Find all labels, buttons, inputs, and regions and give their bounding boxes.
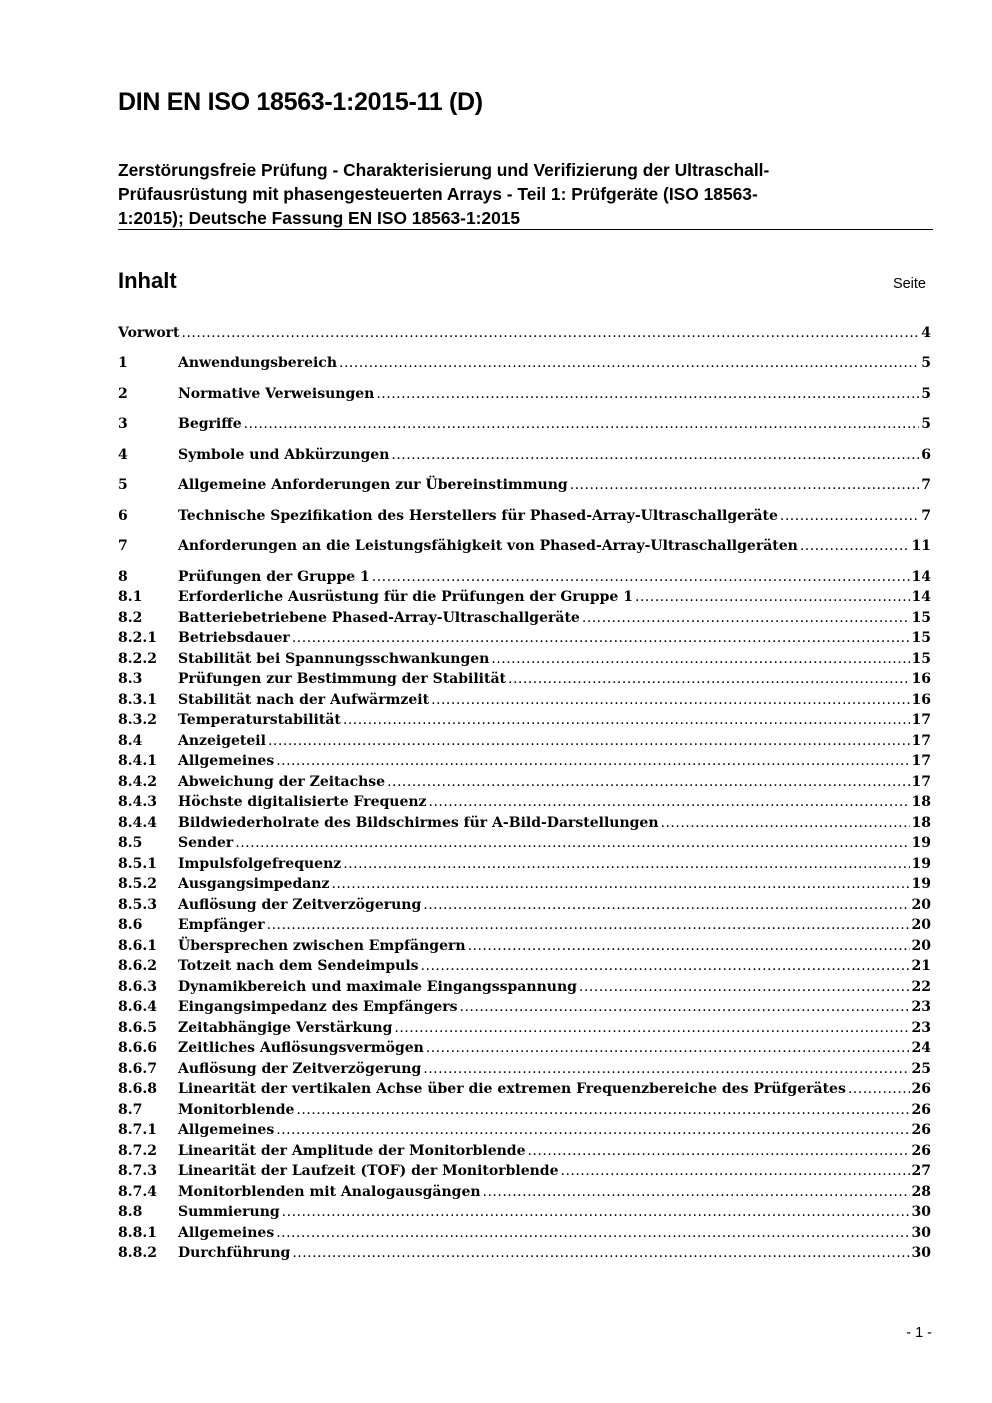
toc-entry-page: 15 <box>911 651 931 667</box>
toc-entry-number: 8.6.7 <box>118 1061 157 1077</box>
toc-entry-page: 19 <box>911 856 931 872</box>
toc-entry[interactable] <box>118 1245 931 1265</box>
toc-entry-number: 8.6.5 <box>118 1020 157 1036</box>
toc-dot-leader <box>268 733 910 749</box>
toc-entry[interactable] <box>118 1143 931 1163</box>
toc-entry[interactable] <box>118 1102 931 1122</box>
toc-entry-number: 3 <box>118 416 128 432</box>
toc-entry-number: 8.6.4 <box>118 999 157 1015</box>
toc-dot-leader <box>276 753 909 769</box>
toc-entry-number: 8.7.3 <box>118 1163 157 1179</box>
toc-entry-title: Vorwort <box>118 325 180 341</box>
toc-dot-leader <box>343 712 910 728</box>
toc-entry[interactable] <box>118 692 931 712</box>
page-number: - 1 - <box>906 1325 932 1341</box>
toc-entry-title: Allgemeine Anforderungen zur Übereinstimmung <box>178 477 568 493</box>
toc-entry-number: 8.6.1 <box>118 938 157 954</box>
toc-dot-leader <box>561 1163 910 1179</box>
toc-dot-leader <box>372 569 910 585</box>
toc-entry[interactable] <box>118 355 931 375</box>
toc-entry-page: 6 <box>921 447 931 463</box>
toc-entry-number: 8.3.2 <box>118 712 157 728</box>
toc-entry[interactable] <box>118 938 931 958</box>
toc-entry-number: 8.5 <box>118 835 143 851</box>
toc-entry-title: Linearität der vertikalen Achse über die extremen Frequenzbereiche des Prüfgerätes <box>178 1081 846 1097</box>
toc-entry-title: Sender <box>178 835 234 851</box>
toc-dot-leader <box>800 538 910 554</box>
toc-entry-page: 26 <box>911 1081 931 1097</box>
subtitle-line-2: Prüfausrüstung mit phasengesteuerten Arrays - Teil 1: Prüfgeräte (ISO 18563- <box>118 184 758 204</box>
toc-entry-number: 8.7 <box>118 1102 143 1118</box>
toc-entry-page: 18 <box>911 815 931 831</box>
toc-entry-number: 8.7.4 <box>118 1184 157 1200</box>
document-subtitle <box>118 158 933 230</box>
toc-entry-title: Anforderungen an die Leistungsfähigkeit von Phased-Array-Ultraschallgeräten <box>178 538 798 554</box>
toc-dot-leader <box>460 999 910 1015</box>
toc-entry-title: Betriebsdauer <box>178 630 290 646</box>
toc-entry-number: 8.4.1 <box>118 753 157 769</box>
toc-entry-title: Übersprechen zwischen Empfängern <box>178 938 466 954</box>
toc-entry-page: 26 <box>911 1102 931 1118</box>
toc-entry-page: 20 <box>911 897 931 913</box>
toc-entry-page: 14 <box>911 569 931 585</box>
toc-entry[interactable] <box>118 774 931 794</box>
toc-dot-leader <box>276 1225 909 1241</box>
toc-entry[interactable] <box>118 447 931 467</box>
toc-entry[interactable] <box>118 999 931 1019</box>
toc-entry[interactable] <box>118 630 931 650</box>
toc-dot-leader <box>431 692 909 708</box>
toc-entry-title: Durchführung <box>178 1245 291 1261</box>
toc-entry-title: Symbole und Abkürzungen <box>178 447 390 463</box>
toc-entry-title: Erforderliche Ausrüstung für die Prüfungen der Gruppe 1 <box>178 589 633 605</box>
toc-entry-title: Batteriebetriebene Phased-Array-Ultraschallgeräte <box>178 610 580 626</box>
toc-entry-title: Empfänger <box>178 917 265 933</box>
toc-dot-leader <box>423 897 909 913</box>
toc-entry-page: 24 <box>911 1040 931 1056</box>
toc-entry-number: 8.4.2 <box>118 774 157 790</box>
toc-entry-number: 1 <box>118 355 128 371</box>
toc-entry-number: 6 <box>118 508 128 524</box>
toc-entry-title: Monitorblenden mit Analogausgängen <box>178 1184 481 1200</box>
toc-dot-leader <box>387 774 909 790</box>
toc-dot-leader <box>182 325 920 341</box>
toc-entry-title: Begriffe <box>178 416 242 432</box>
toc-entry[interactable] <box>118 1020 931 1040</box>
toc-entry[interactable] <box>118 1040 931 1060</box>
toc-entry-number: 8.4.3 <box>118 794 157 810</box>
toc-entry[interactable] <box>118 610 931 630</box>
toc-entry-number: 8.6.2 <box>118 958 157 974</box>
toc-entry-title: Allgemeines <box>178 1225 275 1241</box>
toc-entry-page: 25 <box>911 1061 931 1077</box>
toc-dot-leader <box>491 651 909 667</box>
toc-entry[interactable] <box>118 979 931 999</box>
toc-entry-number: 4 <box>118 447 128 463</box>
toc-entry-page: 7 <box>921 477 931 493</box>
toc-entry-page: 5 <box>921 416 931 432</box>
subtitle-line-3: 1:2015); Deutsche Fassung EN ISO 18563-1:2015 <box>118 208 521 228</box>
toc-entry-page: 27 <box>911 1163 931 1179</box>
toc-entry-title: Bildwiederholrate des Bildschirmes für A-Bild-Darstellungen <box>178 815 659 831</box>
toc-dot-leader <box>848 1081 910 1097</box>
toc-dot-leader <box>276 1122 909 1138</box>
toc-dot-leader <box>426 1040 910 1056</box>
toc-entry-page: 15 <box>911 630 931 646</box>
toc-entry-title: Totzeit nach dem Sendeimpuls <box>178 958 419 974</box>
toc-dot-leader <box>282 1204 910 1220</box>
toc-entry-number: 8 <box>118 569 128 585</box>
toc-entry-title: Zeitliches Auflösungsvermögen <box>178 1040 424 1056</box>
toc-entry-page: 11 <box>911 538 931 554</box>
toc-entry[interactable] <box>118 958 931 978</box>
toc-entry[interactable] <box>118 477 931 497</box>
toc-entry-number: 8.3.1 <box>118 692 157 708</box>
toc-entry-page: 22 <box>911 979 931 995</box>
toc-entry-page: 23 <box>911 999 931 1015</box>
toc-entry-number: 8.5.3 <box>118 897 157 913</box>
toc-entry-page: 17 <box>911 712 931 728</box>
toc-entry-page: 19 <box>911 835 931 851</box>
toc-entry[interactable] <box>118 1163 931 1183</box>
toc-entry-number: 8.4.4 <box>118 815 157 831</box>
toc-dot-leader <box>483 1184 910 1200</box>
toc-entry-page: 17 <box>911 753 931 769</box>
toc-entry-number: 8.4 <box>118 733 143 749</box>
toc-entry[interactable] <box>118 651 931 671</box>
toc-dot-leader <box>661 815 910 831</box>
toc-entry-page: 30 <box>911 1204 931 1220</box>
toc-entry-number: 8.1 <box>118 589 143 605</box>
toc-dot-leader <box>570 477 920 493</box>
toc-entry-number: 8.8.1 <box>118 1225 157 1241</box>
toc-entry-title: Ausgangsimpedanz <box>178 876 330 892</box>
toc-dot-leader <box>579 979 910 995</box>
toc-dot-leader <box>267 917 910 933</box>
toc-entry-title: Abweichung der Zeitachse <box>178 774 386 790</box>
toc-entry-page: 4 <box>921 325 931 341</box>
toc-entry-title: Dynamikbereich und maximale Eingangsspannung <box>178 979 577 995</box>
toc-entry-number: 8.5.2 <box>118 876 157 892</box>
document-title: DIN EN ISO 18563-1:2015-11 (D) <box>118 88 483 116</box>
toc-dot-leader <box>780 508 919 524</box>
title-divider <box>118 229 933 230</box>
toc-dot-leader <box>331 876 909 892</box>
toc-entry-title: Stabilität nach der Aufwärmzeit <box>178 692 430 708</box>
toc-entry-number: 8.5.1 <box>118 856 157 872</box>
toc-entry-title: Temperaturstabilität <box>178 712 341 728</box>
toc-entry-title: Impulsfolgefrequenz <box>178 856 342 872</box>
toc-entry-page: 19 <box>911 876 931 892</box>
toc-entry-page: 17 <box>911 733 931 749</box>
toc-entry-title: Anwendungsbereich <box>178 355 337 371</box>
toc-entry-page: 30 <box>911 1245 931 1261</box>
toc-entry-page: 5 <box>921 386 931 402</box>
toc-entry[interactable] <box>118 753 931 773</box>
toc-dot-leader <box>421 958 910 974</box>
toc-entry-page: 14 <box>911 589 931 605</box>
toc-entry-page: 21 <box>911 958 931 974</box>
toc-entry-number: 8.2 <box>118 610 143 626</box>
toc-entry-page: 26 <box>911 1143 931 1159</box>
toc-entry-number: 7 <box>118 538 128 554</box>
toc-entry[interactable] <box>118 569 931 589</box>
toc-entry[interactable] <box>118 416 931 436</box>
toc-entry-number: 8.2.2 <box>118 651 157 667</box>
toc-dot-leader <box>296 1102 909 1118</box>
toc-entry-page: 20 <box>911 938 931 954</box>
toc-entry[interactable] <box>118 1122 931 1142</box>
toc-dot-leader <box>244 416 920 432</box>
toc-entry-page: 17 <box>911 774 931 790</box>
toc-dot-leader <box>635 589 910 605</box>
toc-dot-leader <box>528 1143 910 1159</box>
toc-dot-leader <box>423 1061 909 1077</box>
toc-entry[interactable] <box>118 1204 931 1224</box>
toc-entry-title: Höchste digitalisierte Frequenz <box>178 794 427 810</box>
toc-entry[interactable] <box>118 386 931 406</box>
toc-entry[interactable] <box>118 1081 931 1101</box>
toc-entry-page: 18 <box>911 794 931 810</box>
toc-entry-title: Stabilität bei Spannungsschwankungen <box>178 651 490 667</box>
toc-entry-page: 16 <box>911 671 931 687</box>
toc-entry[interactable] <box>118 917 931 937</box>
toc-entry-title: Prüfungen zur Bestimmung der Stabilität <box>178 671 506 687</box>
toc-entry[interactable] <box>118 815 931 835</box>
toc-entry[interactable] <box>118 325 931 345</box>
toc-entry[interactable] <box>118 712 931 732</box>
toc-entry-title: Eingangsimpedanz des Empfängers <box>178 999 458 1015</box>
toc-entry-page: 26 <box>911 1122 931 1138</box>
toc-entry-page: 7 <box>921 508 931 524</box>
toc-dot-leader <box>235 835 909 851</box>
toc-entry-number: 8.8.2 <box>118 1245 157 1261</box>
toc-entry-number: 8.8 <box>118 1204 143 1220</box>
toc-entry-title: Summierung <box>178 1204 280 1220</box>
toc-entry[interactable] <box>118 589 931 609</box>
toc-entry[interactable] <box>118 856 931 876</box>
toc-dot-leader <box>339 355 919 371</box>
toc-entry-number: 8.6 <box>118 917 143 933</box>
toc-dot-leader <box>394 1020 909 1036</box>
toc-dot-leader <box>391 447 919 463</box>
toc-entry-number: 8.6.6 <box>118 1040 157 1056</box>
toc-dot-leader <box>343 856 909 872</box>
toc-entry-title: Anzeigeteil <box>178 733 266 749</box>
toc-entry[interactable] <box>118 538 931 558</box>
toc-dot-leader <box>429 794 910 810</box>
toc-entry-page: 30 <box>911 1225 931 1241</box>
toc-dot-leader <box>292 630 910 646</box>
toc-entry[interactable] <box>118 1184 931 1204</box>
toc-dot-leader <box>582 610 910 626</box>
toc-entry-number: 8.3 <box>118 671 143 687</box>
toc-entry-title: Zeitabhängige Verstärkung <box>178 1020 393 1036</box>
toc-entry[interactable] <box>118 835 931 855</box>
toc-entry-page: 20 <box>911 917 931 933</box>
subtitle-line-1: Zerstörungsfreie Prüfung - Charakterisierung und Verifizierung der Ultraschall- <box>118 160 770 180</box>
toc-entry[interactable] <box>118 1061 931 1081</box>
toc-entry-page: 23 <box>911 1020 931 1036</box>
toc-entry-page: 28 <box>911 1184 931 1200</box>
toc-entry-title: Linearität der Laufzeit (TOF) der Monitorblende <box>178 1163 559 1179</box>
toc-entry[interactable] <box>118 733 931 753</box>
toc-entry[interactable] <box>118 1225 931 1245</box>
toc-entry-page: 16 <box>911 692 931 708</box>
toc-dot-leader <box>292 1245 909 1261</box>
toc-entry[interactable] <box>118 897 931 917</box>
toc-entry-number: 8.7.2 <box>118 1143 157 1159</box>
toc-entry[interactable] <box>118 671 931 691</box>
toc-entry-title: Allgemeines <box>178 1122 275 1138</box>
toc-entry-title: Monitorblende <box>178 1102 295 1118</box>
toc-entry-title: Technische Spezifikation des Herstellers für Phased-Array-Ultraschallgeräte <box>178 508 778 524</box>
toc-entry-page: 15 <box>911 610 931 626</box>
toc-entry[interactable] <box>118 794 931 814</box>
toc-entry[interactable] <box>118 508 931 528</box>
toc-dot-leader <box>508 671 910 687</box>
toc-entry-number: 8.6.8 <box>118 1081 157 1097</box>
toc-entry-title: Auflösung der Zeitverzögerung <box>178 1061 422 1077</box>
toc-heading: Inhalt <box>118 268 177 293</box>
toc-entry-title: Prüfungen der Gruppe 1 <box>178 569 370 585</box>
toc-entry-number: 8.7.1 <box>118 1122 157 1138</box>
toc-entry[interactable] <box>118 876 931 896</box>
toc-entry-title: Auflösung der Zeitverzögerung <box>178 897 422 913</box>
toc-page-label: Seite <box>892 276 926 292</box>
toc-entry-number: 8.6.3 <box>118 979 157 995</box>
toc-entry-page: 5 <box>921 355 931 371</box>
toc-entry-title: Normative Verweisungen <box>178 386 375 402</box>
toc-entry-number: 2 <box>118 386 128 402</box>
toc-entry-number: 8.2.1 <box>118 630 157 646</box>
toc-dot-leader <box>468 938 910 954</box>
toc-entry-title: Linearität der Amplitude der Monitorblende <box>178 1143 526 1159</box>
toc-entry-number: 5 <box>118 477 128 493</box>
toc-dot-leader <box>376 386 919 402</box>
toc-entry-title: Allgemeines <box>178 753 275 769</box>
